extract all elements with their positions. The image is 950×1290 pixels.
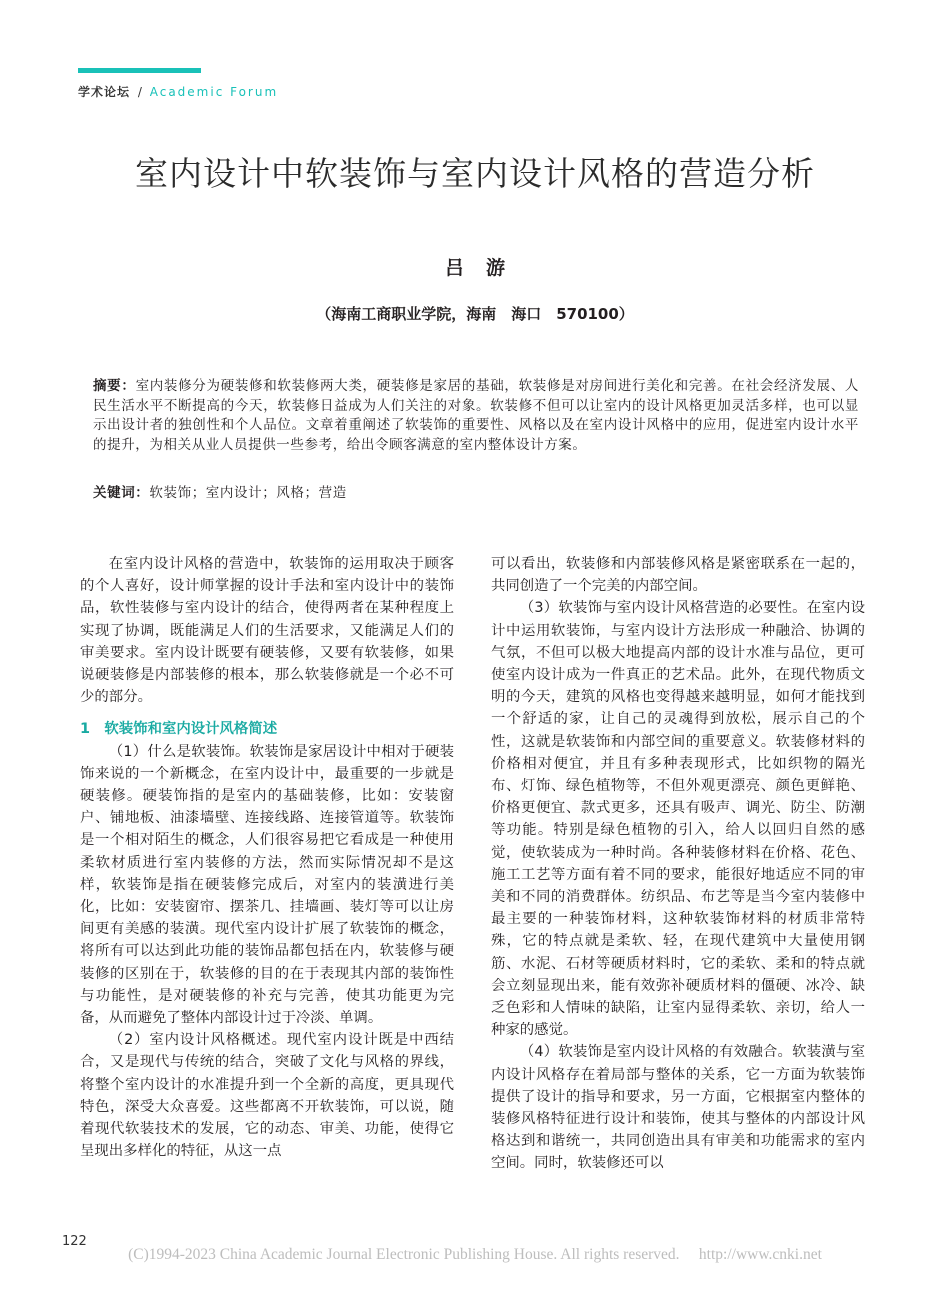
copyright-watermark: (C)1994-2023 China Academic Journal Electronic Publishing House. All rights reserved. http://www.cnki.net [128,1246,822,1263]
paragraph-continuation: 可以看出，软装修和内部装修风格是紧密联系在一起的，共同创造了一个完美的内部空间。 [491,556,865,595]
keywords-text: 软装饰；室内设计；风格；营造 [149,485,347,501]
section-accent-bar [78,68,201,73]
section-tag [78,83,278,100]
paragraph-1-1: （1）什么是软装饰。软装饰是家居设计中相对于硬装饰来说的一个新概念，在室内设计中，最重要的一步就是硬装修。硬装饰指的是室内的基础装修，比如：安装窗户、铺地板、油漆墙壁、连接线路、连接管道等。软装饰是一个相对陌生的概念，人们很容易把它看成是一种使用柔软材质进行室内装修的方法，然而实际情况却不是这样，软装饰是指在硬装修完成后，对室内的装潢进行美化，比如：安装窗帘、摆茶几、挂墙画、装灯等可以让房间更有美感的装潢。现代室内设计扩展了软装饰的概念，将所有可以达到此功能的装饰品都包括在内，软装修与硬装修的区别在于，软装修的目的在于表现其内部的装饰性与功能性，是对硬装修的补充与完善，使其功能更为完备，从而避免了整体内部设计过于冷淡、单调。 [80,743,454,1027]
abstract-text: 室内装修分为硬装修和软装修两大类，硬装修是家居的基础，软装修是对房间进行美化和完善。在社会经济发展、人民生活水平不断提高的今天，软装修日益成为人们关注的对象。软装修不但可以让室内的设计风格更加灵活多样，也可以显示出设计者的独创性和个人品位。文章着重阐述了软装饰的重要性、风格以及在室内设计风格中的应用，促进室内设计水平的提升，为相关从业人员提供一些参考，给出令顾客满意的室内整体设计方案。 [93,378,859,453]
keywords [93,484,859,503]
section-name-cn: 学术论坛 [78,85,131,99]
intro-paragraph: 在室内设计风格的营造中，软装饰的运用取决于顾客的个人喜好，设计师掌握的设计手法和室内设计中的装饰品，软性装修与室内设计的结合，使得两者在某种程度上实现了协调，既能满足人们的生活要求，又能满足人们的审美要求。室内设计既要有硬装修，又要有软装修，如果说硬装修是内部装修的根本，那么软装修就是一个必不可少的部分。 [80,556,454,706]
abstract-label: 摘要： [93,378,136,394]
section-heading-1: 1 软装饰和室内设计风格简述 [80,721,278,738]
page-number: 122 [62,1234,87,1249]
abstract [93,377,859,455]
author-name: 吕游 [444,257,527,279]
article-title: 室内设计中软装饰与室内设计风格的营造分析 [135,154,815,193]
section-separator: / [137,85,142,99]
section-name-en: Academic Forum [149,85,279,99]
paragraph-1-4: （4）软装饰是室内设计风格的有效融合。软装潢与室内设计风格存在着局部与整体的关系，它一方面为软装饰提供了设计的指导和要求，另一方面，它根据室内整体的装修风格特征进行设计和装饰，使其与整体的内部设计风格达到和谐统一，共同创造出具有审美和功能需求的室内空间。同时，软装修还可以 [491,1044,865,1172]
paragraph-1-2: （2）室内设计风格概述。现代室内设计既是中西结合，又是现代与传统的结合，突破了文化与风格的界线，将整个室内设计的水准提升到一个全新的高度，更具现代特色，深受大众喜爱。这些都离不开软装饰，可以说，随着现代软装技术的发展，它的动态、审美、功能，使得它呈现出多样化的特征，从这一点 [80,1032,454,1160]
author-affiliation: （海南工商职业学院，海南 海口 570100） [316,305,634,323]
keywords-label: 关键词： [93,485,150,501]
body-column-left [80,553,454,1162]
paragraph-1-3: （3）软装饰与室内设计风格营造的必要性。在室内设计中运用软装饰，与室内设计方法形成一种融洽、协调的气氛，不但可以极大地提高内部的设计水准与品位，更可使室内设计成为一件真正的艺术品。此外，在现代物质文明的今天，建筑的风格也变得越来越明显，如何才能找到一个舒适的家，让自己的灵魂得到放松，展示自己的个性，这就是软装饰和内部空间的重要意义。软装修材料的价格相对便宜，并且有多种表现形式，比如织物的隔光布、灯饰、绿色植物等，不但外观更漂亮、颜色更鲜艳、价格更便宜、款式更多，还具有吸声、调光、防尘、防潮等功能。特别是绿色植物的引入，给人以回归自然的感觉，使软装成为一种时尚。各种装修材料在价格、花色、施工工艺等方面有着不同的要求，能很好地适应不同的审美和不同的消费群体。纺织品、布艺等是当今室内装修中最主要的一种装饰材料，这种软装饰材料的材质非常特殊，它的特点就是柔软、轻，在现代建筑中大量使用钢筋、水泥、石材等硬质材料时，它的柔软、柔和的特点就会立刻显现出来，能有效弥补硬质材料的僵硬、冰冷、缺乏色彩和人情味的缺陷，让室内显得柔软、亲切，给人一种家的感觉。 [491,600,865,1039]
body-column-right [491,553,865,1175]
